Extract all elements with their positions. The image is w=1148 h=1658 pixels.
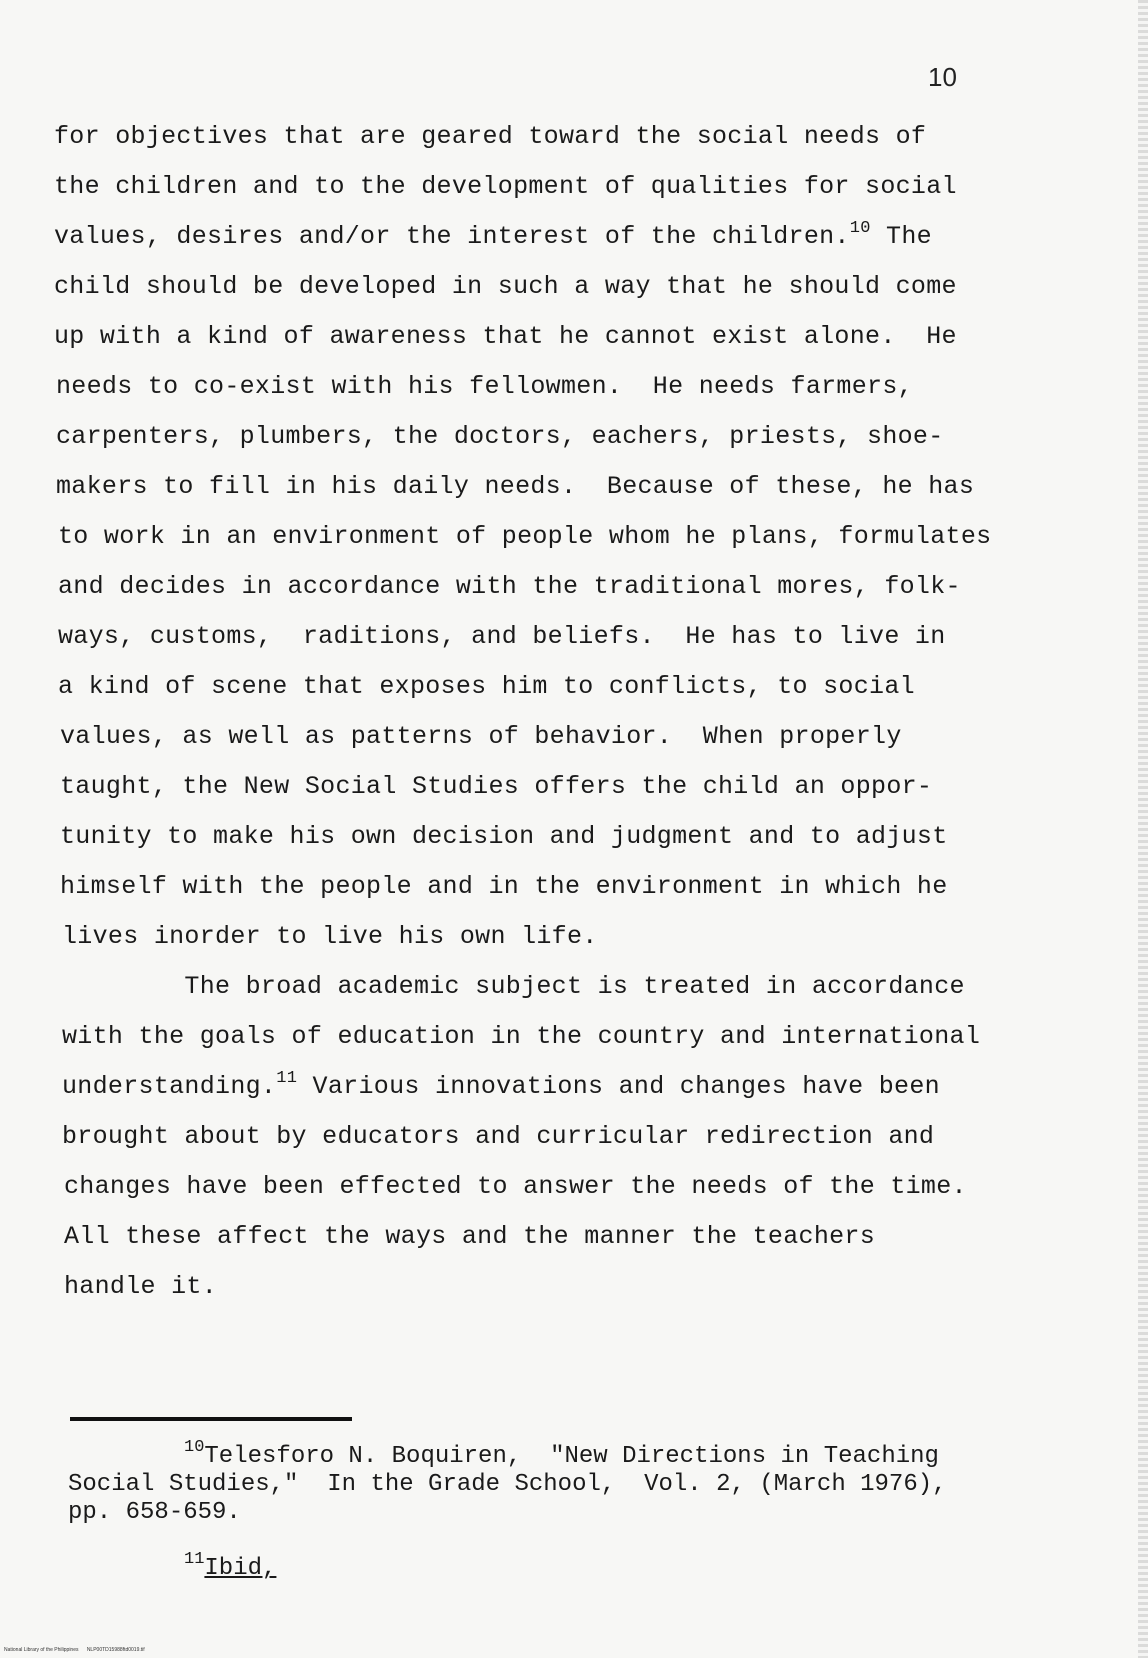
body-line: the children and to the development of qualities for social [54,172,957,201]
footnote-ref-11: 11 [276,1069,298,1088]
body-line: and decides in accordance with the traditional mores, folk- [58,572,961,601]
body-line: handle it. [64,1272,218,1301]
body-line: taught, the New Social Studies offers the child an oppor- [60,772,933,801]
footnote-10-line3: pp. 658-659. [68,1499,241,1526]
footnote-11 [184,1550,277,1582]
body-line [54,219,932,251]
body-text-tail: The [870,222,932,251]
body-line: makers to fill in his daily needs. Because of these, he has [56,472,975,501]
body-line: changes have been effected to answer the needs of the time. [64,1172,967,1201]
footnote-10-number: 10 [184,1438,205,1457]
footnote-10-line2: Social Studies," In the Grade School, Vol. 2, (March 1976), [68,1471,947,1498]
scan-footer-label: National Library of the Philippines NLP00TD15988ftd0019.tif [4,1647,145,1653]
body-line: himself with the people and in the environment in which he [60,872,948,901]
body-line: All these affect the ways and the manner the teachers [64,1222,876,1251]
body-line: tunity to make his own decision and judgment and to adjust [60,822,948,851]
body-line: brought about by educators and curricular redirection and [62,1122,935,1151]
footnote-11-number: 11 [184,1550,205,1569]
body-line: carpenters, plumbers, the doctors, eachers, priests, shoe- [56,422,944,451]
footnote-10-line1 [184,1438,939,1470]
footnote-11-text: Ibid, [204,1555,277,1582]
body-line: ways, customs, raditions, and beliefs. He has to live in [58,622,946,651]
body-line: The broad academic subject is treated in accordance [62,972,965,1001]
body-text-tail: Various innovations and changes have been [297,1072,940,1101]
body-line: lives inorder to live his own life. [62,922,598,951]
body-line: values, as well as patterns of behavior. When properly [60,722,902,751]
body-line: child should be developed in such a way that he should come [54,272,957,301]
body-line: needs to co-exist with his fellowmen. He needs farmers, [56,372,913,401]
body-line: to work in an environment of people whom he plans, formulates [58,522,992,551]
body-line: for objectives that are geared toward the social needs of [54,122,927,151]
scan-edge [1138,0,1148,1658]
body-line: with the goals of education in the country and international [62,1022,981,1051]
body-text: values, desires and/or the interest of the children. [54,222,850,251]
body-line: up with a kind of awareness that he cannot exist alone. He [54,322,957,351]
footnote-10-text: Telesforo N. Boquiren, "New Directions in Teaching [204,1443,939,1470]
body-line: a kind of scene that exposes him to conflicts, to social [58,672,915,701]
body-line [62,1069,940,1101]
footnote-separator [70,1417,352,1421]
footnote-ref-10: 10 [849,219,871,238]
body-text: understanding. [62,1072,277,1101]
page-number: 10 [928,62,957,92]
